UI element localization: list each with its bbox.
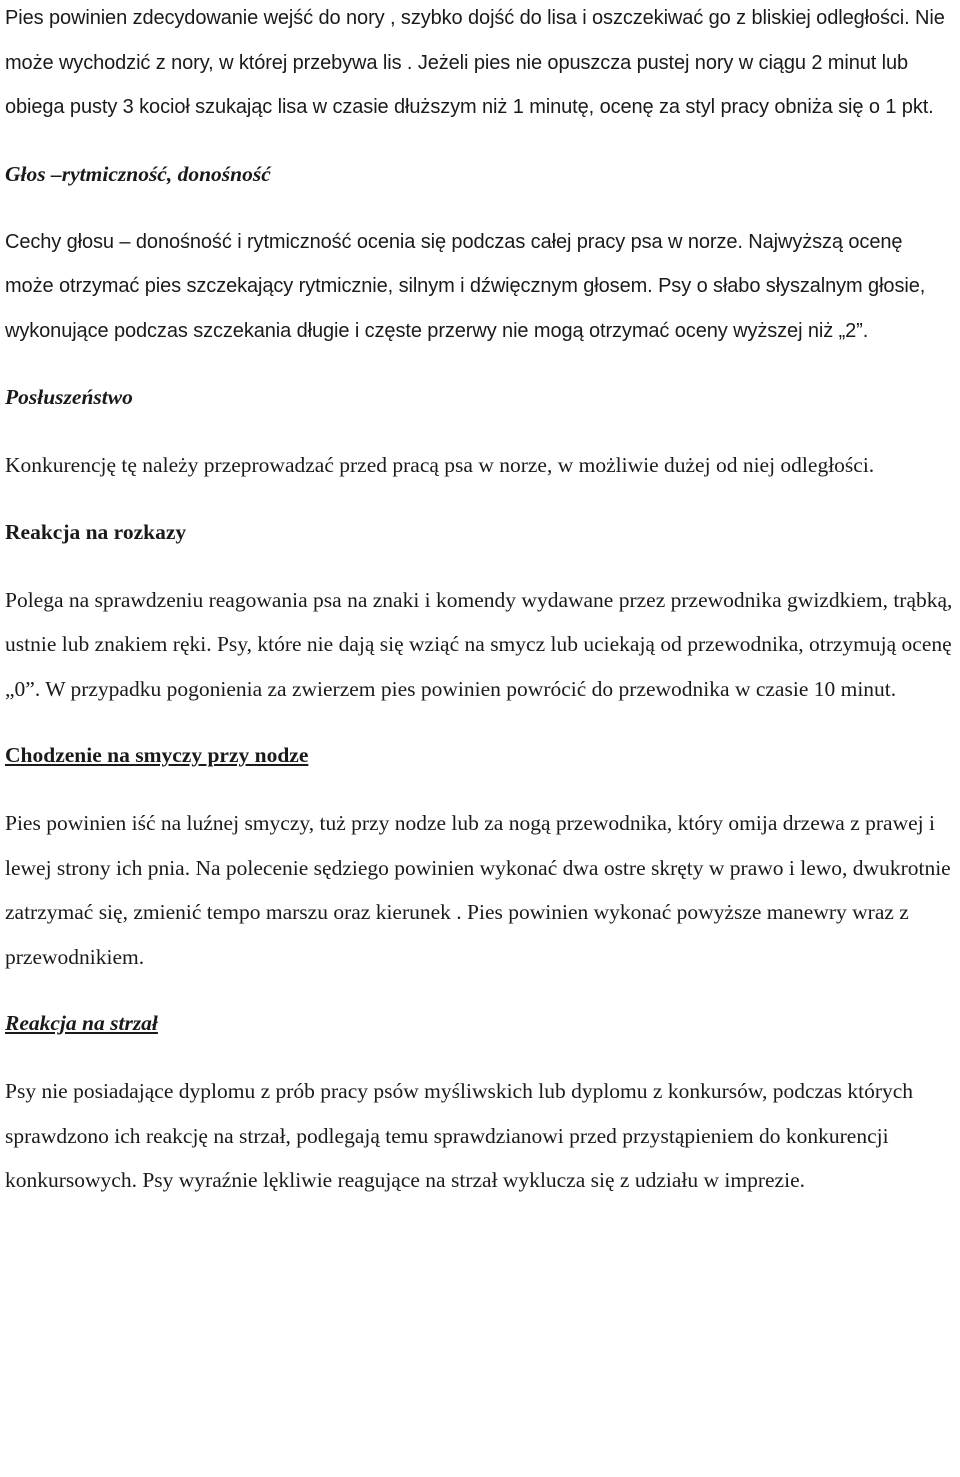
- section-paragraph-posluszenstwo: Konkurencję tę należy przeprowadzać przed pracą psa w norze, w możliwie dużej od niej odległości.: [5, 453, 875, 477]
- intro-paragraph: Pies powinien zdecydowanie wejść do nory , szybko dojść do lisa i oszczekiwać go z bliskiej odległości. Nie może wychodzić z nory, w której przebywa lis . Jeżeli pies nie opuszcza pustej nory w ciągu 2 minut lub obiega pusty 3 kocioł szukając lisa w czasie dłuższym niż 1 minutę, ocenę za styl pracy obniża się o 1 pkt.: [5, 7, 945, 118]
- section-paragraph-glos: Cechy głosu – donośność i rytmiczność ocenia się podczas całej pracy psa w norze. Najwyższą ocenę może otrzymać pies szczekający rytmicznie, silnym i dźwięcznym głosem. Psy o słabo słyszalnym głosie, wykonujące podczas szczekania długie i częste przerwy nie mogą otrzymać oceny wyższej niż „2”.: [5, 230, 926, 342]
- section-paragraph-chodzenie: Pies powinien iść na luźnej smyczy, tuż przy nodze lub za nogą przewodnika, który omija drzewa z prawej i lewej strony ich pnia. Na polecenie sędziego powinien wykonać dwa ostre skręty w prawo i lewo, dwukrotnie zatrzymać się, zmienić tempo marszu oraz kierunek . Pies powinien wykonać powyższe manewry wraz z przewodnikiem.: [5, 811, 951, 969]
- document-page: [5, 0, 955, 1203]
- section-paragraph-reakcja-rozkazy: Polega na sprawdzeniu reagowania psa na znaki i komendy wydawane przez przewodnika gwizdkiem, trąbką, ustnie lub znakiem ręki. Psy, które nie dają się wziąć na smycz lub uciekają od przewodnika, otrzymują ocenę „0”. W przypadku pogonienia za zwierzem pies powinien powrócić do przewodnika w czasie 10 minut.: [5, 587, 953, 701]
- section-paragraph-strzal: Psy nie posiadające dyplomu z prób pracy psów myśliwskich lub dyplomu z konkursów, podczas których sprawdzono ich reakcję na strzał, podlegają temu sprawdzianowi przed przystąpieniem do konkurencji konkursowych. Psy wyraźnie lękliwie reagujące na strzał wyklucza się z udziału w imprezie.: [5, 1079, 914, 1192]
- section-heading-glos: Głos –rytmiczność, donośność: [5, 161, 271, 186]
- section-heading-chodzenie: Chodzenie na smyczy przy nodze: [5, 743, 309, 767]
- section-heading-reakcja-rozkazy: Reakcja na rozkazy: [5, 519, 187, 544]
- section-heading-strzal: Reakcja na strzał: [5, 1011, 158, 1035]
- section-heading-posluszenstwo: Posłuszeństwo: [5, 385, 133, 409]
